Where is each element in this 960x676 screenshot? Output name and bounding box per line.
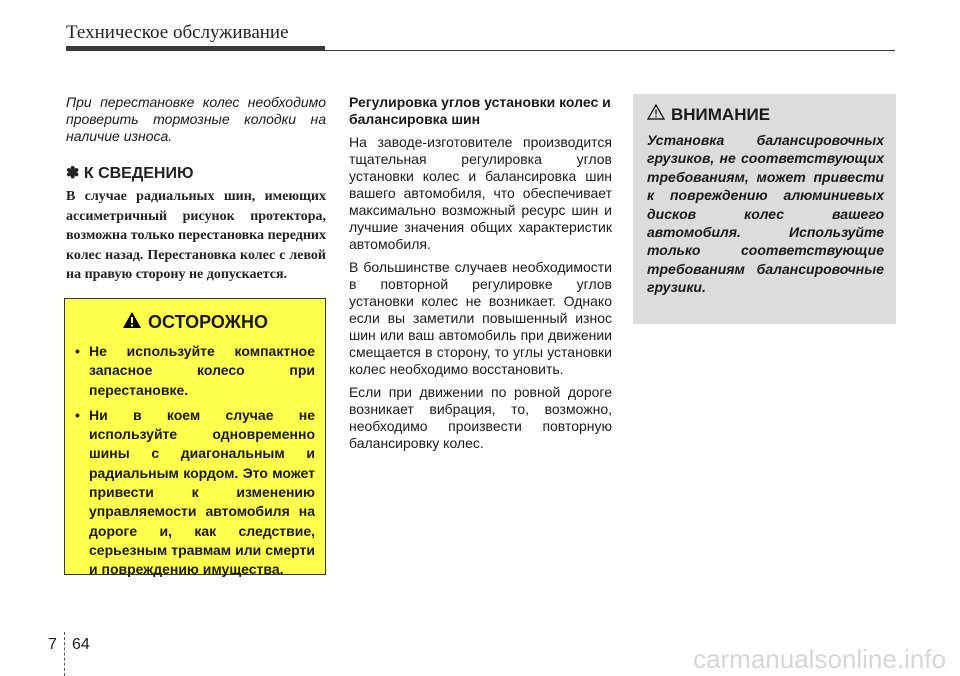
page-number: 64 — [72, 636, 90, 653]
info-text: В случае радиальных шин, имеющих ассиметричный рисунок протектора, возможна только перестановка передних колес назад. Перестановка колес с левой на правую сторону не допускается. — [66, 189, 326, 282]
watermark: carmanualsonline.info — [693, 644, 946, 674]
warning-text: Установка балансировочных грузиков, не соответствующих требованиям, может привести к повреждению алюминиевых дисков колес вашего автомобиля. Используйте только соответствующие требованиям балансировочные грузики. — [647, 132, 884, 296]
page-number-divider — [64, 632, 65, 676]
bullet: • — [75, 406, 80, 423]
header-rule — [325, 50, 895, 51]
left-column — [66, 94, 326, 285]
caution-item-text: Ни в коем случае не используйте одновременно шины с диагональным и радиальным кордом. Это может привести к изменению управляемости автомобиля на дороге и, как следствие, серьезным травмам или смерти и повреждению имущества. — [89, 406, 315, 578]
brake-pad-note: При перестановке колес необходимо проверить тормозные колодки на наличие износа. — [66, 94, 326, 144]
asterisk-icon: ✽ — [66, 165, 80, 182]
chapter-number: 7 — [48, 636, 57, 653]
info-heading-label: К СВЕДЕНИЮ — [83, 165, 194, 182]
warning-triangle-outline-icon — [647, 104, 665, 125]
alignment-heading: Регулировка углов установки колес и балансировка шин — [349, 94, 611, 127]
caution-list — [75, 342, 315, 580]
caution-title-label: ОСТОРОЖНО — [148, 312, 268, 332]
body-paragraph: На заводе-изготовителе производится тщательная регулировка углов установки колес и балансировка шин вашего автомобиля, что обеспечивает максимально возможный ресурс шин и лучшие значения общих характеристик автомобиля. — [349, 134, 612, 252]
bullet: • — [75, 343, 80, 359]
body-paragraph: В большинстве случаев необходимости в повторной регулировке углов установки колес не возникает. Однако если вы заметили повышенный износ шин или ваш автомобиль при движении смещается в сторону, то углы установки колес необходимо восстановить. — [349, 259, 612, 377]
info-heading — [66, 163, 326, 183]
caution-title — [75, 311, 315, 334]
caution-item-text: Не используйте компактное запасное колесо при перестановке. — [89, 343, 315, 398]
caution-item — [75, 406, 315, 580]
warning-triangle-icon — [122, 311, 142, 334]
middle-column — [349, 94, 612, 458]
warning-title — [647, 104, 884, 125]
body-paragraph: Если при движении по ровной дороге возникает вибрация, то, возможно, необходимо произвести повторную балансировку колес. — [349, 384, 612, 451]
page-header-title: Техническое обслуживание — [66, 22, 289, 43]
caution-item — [75, 342, 315, 400]
warning-title-label: ВНИМАНИЕ — [671, 104, 771, 124]
caution-box — [64, 298, 326, 578]
header-bar — [66, 46, 325, 51]
warning-box — [633, 94, 896, 324]
